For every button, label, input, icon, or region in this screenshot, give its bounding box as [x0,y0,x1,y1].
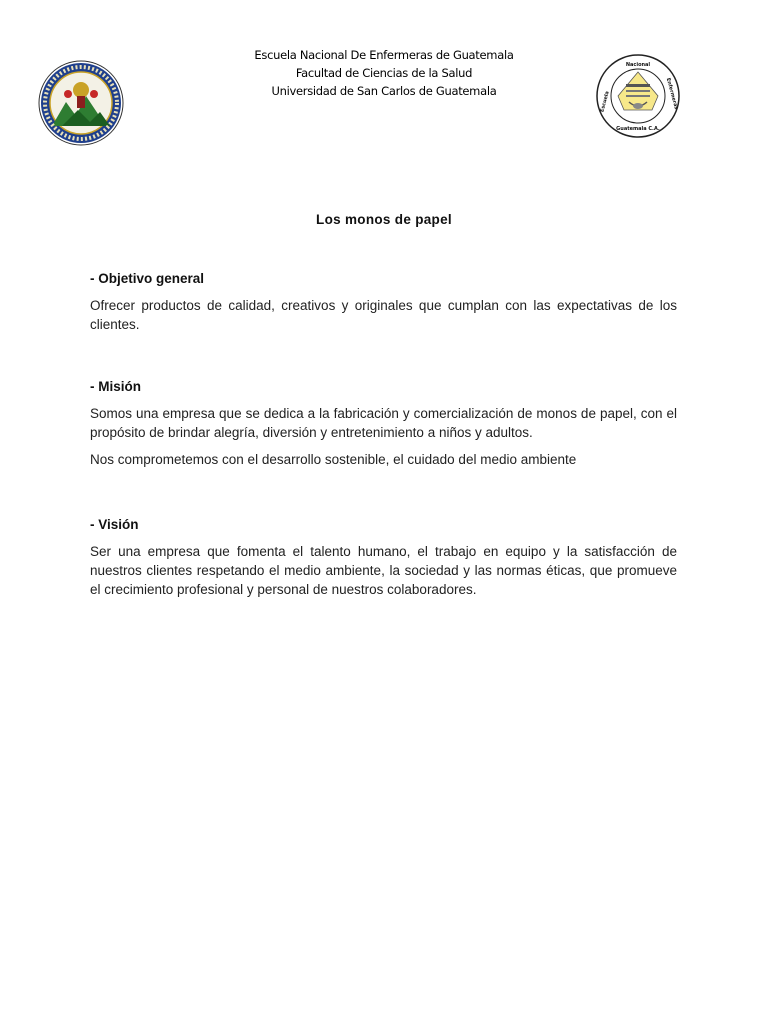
header-line-faculty: Facultad de Ciencias de la Salud [295,66,473,80]
section-heading-mision: - Misión [90,379,141,394]
section-heading-vision: - Visión [90,517,139,532]
nursing-school-seal-icon [596,54,680,138]
seal-text-left: Escuela [599,90,611,113]
document-title: Los monos de papel [316,212,452,227]
usac-seal-icon [38,60,124,146]
seal-text-top: Nacional [625,62,651,68]
section-paragraph-vision: Ser una empresa que fomenta el talento humano, el trabajo en equipo y la satisfacción de nuestros clientes respetando el medio ambiente, la sociedad y las normas éticas, que promueve el crecimiento profesional y personal de nuestros colaboradores. [90,544,677,597]
seal-text-bottom: Guatemala C.A. [616,126,660,132]
section-paragraph-mision-1: Somos una empresa que se dedica a la fabricación y comercialización de monos de papel, con el propósito de brindar alegría, diversión y entretenimiento a niños y adultos. [90,406,677,440]
header-line-university: Universidad de San Carlos de Guatemala [271,84,497,98]
seal-text-right: Enfermeras [664,77,680,111]
section-mision [90,379,677,477]
section-paragraph-objetivo: Ofrecer productos de calidad, creativos y originales que cumplan con las expectativas de los clientes. [90,298,677,332]
section-objetivo [90,271,677,342]
institution-header [150,46,618,100]
section-heading-objetivo: - Objetivo general [90,271,205,286]
section-paragraph-mision-2: Nos comprometemos con el desarrollo sostenible, el cuidado del medio ambiente [90,452,577,467]
header-line-school: Escuela Nacional De Enfermeras de Guatemala [254,48,514,62]
section-vision [90,517,677,607]
